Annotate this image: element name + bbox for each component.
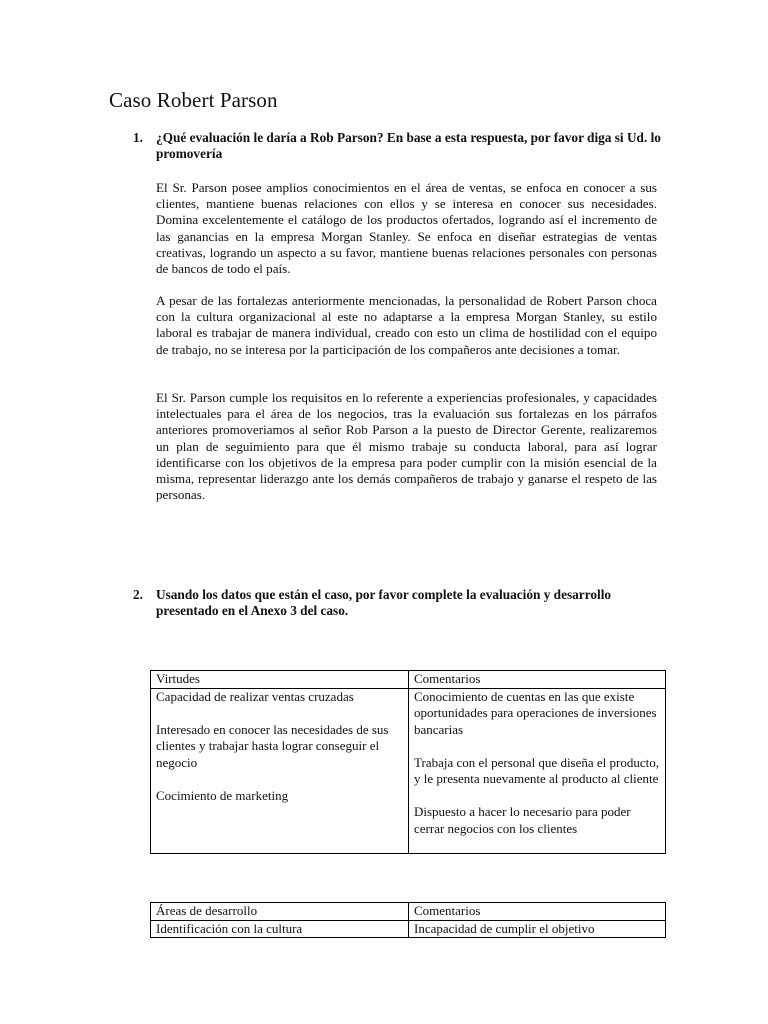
question-1 (133, 130, 663, 162)
table-row (151, 920, 666, 938)
virtud-item: Interesado en conocer las necesidades de sus clientes y trabajar hasta lograr conseguir el negocio (156, 721, 389, 770)
question-2-text: Usando los datos que están el caso, por favor complete la evaluación y desarrollo presentado en el Anexo 3 del caso. (156, 587, 612, 618)
document-title: Caso Robert Parson (109, 88, 278, 112)
answer-paragraph-1: El Sr. Parson posee amplios conocimientos en el área de ventas, se enfoca en conocer a sus clientes, mantiene buenas relaciones con ellos y se interesa en conocer sus necesidades. Domina excelentemente el catálogo de los productos ofertados, logrando así el incremento de las ganancias en la empresa Morgan Stanley. Se enfoca en diseñar estrategias de ventas creativas, logrando un aspecto a su favor, mantiene buenas relaciones personales con personas de bancos de todo el país. (156, 180, 657, 277)
question-1-text: ¿Qué evaluación le daría a Rob Parson? En base a esta respuesta, por favor diga si Ud. lo promovería (156, 130, 661, 161)
comentario-item: Dispuesto a hacer lo necesario para poder cerrar negocios con los clientes (414, 804, 631, 836)
question-2-number: 2. (133, 587, 143, 602)
virtud-item: Cocimiento de marketing (156, 787, 289, 803)
table-cell: Incapacidad de cumplir el objetivo (409, 920, 666, 938)
areas-desarrollo-table (150, 902, 666, 938)
comentario-item: Trabaja con el personal que diseña el producto, y le presenta nuevamente al producto al cliente (414, 754, 660, 786)
virtudes-table (150, 670, 666, 854)
table-header-cell: Virtudes (151, 671, 409, 689)
table-row (151, 688, 666, 853)
comentarios-cell (409, 688, 666, 853)
question-2 (133, 587, 663, 619)
table-header-cell: Comentarios (409, 671, 666, 689)
question-1-number: 1. (133, 130, 143, 145)
table-header-cell: Comentarios (409, 903, 666, 921)
answer-paragraph-3: El Sr. Parson cumple los requisitos en lo referente a experiencias profesionales, y capacidades intelectuales para el área de los negocios, tras la evaluación sus fortalezas en los párrafos anteriores promoveriamos al señor Rob Parson a la puesto de Director Gerente, realizaremos un plan de seguimiento para que él mismo trabaje su conducta laboral, para así lograr identificarse con los objetivos de la empresa para poder cumplir con la misión esencial de la misma, representar liderazgo ante los demás compañeros de trabajo y ganarse el respeto de las personas. (156, 390, 657, 503)
table-cell: Identificación con la cultura (151, 920, 409, 938)
table-header-cell: Áreas de desarrollo (151, 903, 409, 921)
virtudes-cell (151, 688, 409, 853)
table-header-row (151, 903, 666, 921)
answer-paragraph-2: A pesar de las fortalezas anteriormente mencionadas, la personalidad de Robert Parson choca con la cultura organizacional al este no adaptarse a la empresa Morgan Stanley, su estilo laboral es trabajar de manera individual, creado con esto un clima de hostilidad con el equipo de trabajo, no se interesa por la participación de los compañeros ante decisiones a tomar. (156, 293, 657, 357)
comentario-item: Conocimiento de cuentas en las que existe oportunidades para operaciones de inversiones bancarias (414, 688, 657, 737)
virtud-item: Capacidad de realizar ventas cruzadas (156, 688, 354, 704)
table-header-row (151, 671, 666, 689)
